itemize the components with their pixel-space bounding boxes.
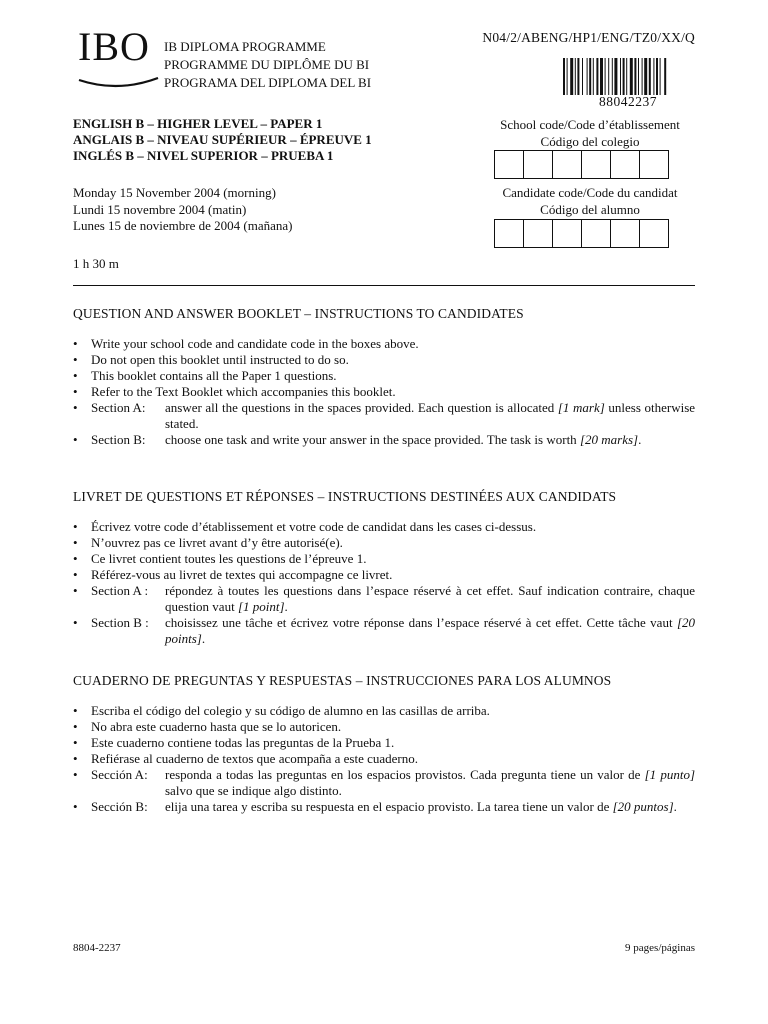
section-heading: QUESTION AND ANSWER BOOKLET – INSTRUCTIONS TO CANDIDATES [73, 306, 524, 321]
programme-name-en: IB DIPLOMA PROGRAMME [164, 39, 326, 54]
bullet-icon: • [73, 751, 78, 766]
bullet-icon: • [73, 615, 78, 630]
bullet-icon: • [73, 551, 78, 566]
school-code-boxes[interactable] [494, 150, 669, 179]
bullet-icon: • [73, 703, 78, 718]
list-item: • Este cuaderno contiene todas las preguntas de la Prueba 1. [73, 735, 395, 750]
exam-date-en: Monday 15 November 2004 (morning) [73, 185, 276, 200]
list-item: • Escriba el código del colegio y su código de alumno en las casillas de arriba. [73, 703, 490, 718]
paper-code: N04/2/ABENG/HP1/ENG/TZ0/XX/Q [482, 30, 695, 45]
bullet-icon: • [73, 767, 78, 782]
school-code-box[interactable] [552, 150, 582, 179]
candidate-code-boxes[interactable] [494, 219, 669, 248]
instructions-spanish [73, 673, 695, 815]
list-item: • N’ouvrez pas ce livret avant d’y être autorisé(e). [73, 535, 343, 550]
list-item: • Écrivez votre code d’établissement et votre code de candidat dans les cases ci-dessus. [73, 519, 537, 534]
exam-date-fr: Lundi 15 novembre 2004 (matin) [73, 201, 247, 217]
list-item-section-a: • Sección A: responda a todas las preguntas en los espacios provistos. Cada pregunta tiene un valor de [1 punto] salvo que se indique algo distinto. [73, 767, 695, 798]
exam-dates [73, 185, 292, 235]
exam-date-es: Lunes 15 de noviembre de 2004 (mañana) [73, 218, 293, 233]
bullet-icon: • [73, 519, 78, 534]
bullet-icon: • [73, 567, 78, 582]
school-code-label-line1: School code/Code d’établissement [500, 117, 680, 132]
candidate-code-box[interactable] [494, 219, 524, 248]
exam-title-fr: ANGLAIS B – NIVEAU SUPÉRIEUR – ÉPREUVE 1 [73, 132, 372, 147]
programme-name-es: PROGRAMA DEL DIPLOMA DEL BI [164, 75, 372, 90]
list-item: • No abra este cuaderno hasta que se lo autoricen. [73, 719, 342, 734]
exam-title-en: ENGLISH B – HIGHER LEVEL – PAPER 1 [73, 116, 323, 131]
barcode-number: 88042237 [599, 94, 657, 109]
school-code-box[interactable] [610, 150, 640, 179]
list-item: • Refer to the Text Booklet which accompanies this booklet. [73, 384, 396, 399]
list-item: • This booklet contains all the Paper 1 questions. [73, 368, 337, 383]
school-code-label [470, 117, 710, 150]
list-item: • Ce livret contient toutes les questions de l’épreuve 1. [73, 551, 367, 566]
instruction-list [73, 519, 695, 647]
footer-document-code: 8804-2237 [73, 942, 121, 954]
ibo-logo [78, 24, 158, 93]
bullet-icon: • [73, 583, 78, 598]
school-code-box[interactable] [494, 150, 524, 179]
list-item: • Write your school code and candidate code in the boxes above. [73, 336, 419, 351]
ibo-logo-swoosh-icon [78, 77, 160, 91]
candidate-code-box[interactable] [610, 219, 640, 248]
bullet-icon: • [73, 352, 78, 367]
list-item: • Do not open this booklet until instructed to do so. [73, 352, 349, 367]
section-heading: LIVRET DE QUESTIONS ET RÉPONSES – INSTRUCTIONS DESTINÉES AUX CANDIDATS [73, 489, 617, 504]
candidate-code-label-line1: Candidate code/Code du candidat [502, 185, 678, 200]
candidate-code-label [470, 185, 710, 218]
list-item: • Référez-vous au livret de textes qui accompagne ce livret. [73, 567, 393, 582]
school-code-box[interactable] [581, 150, 611, 179]
programme-names [164, 38, 371, 92]
school-code-box[interactable] [639, 150, 669, 179]
instructions-english [73, 306, 695, 448]
ibo-logo-text: IBO [78, 24, 150, 69]
candidate-code-box[interactable] [639, 219, 669, 248]
barcode [563, 58, 693, 95]
exam-titles [73, 116, 372, 164]
bullet-icon: • [73, 368, 78, 383]
school-code-box[interactable] [523, 150, 553, 179]
bullet-icon: • [73, 735, 78, 750]
list-item-section-a: • Section A: answer all the questions in the spaces provided. Each question is allocated [1 mark] unless otherwise stated. [73, 400, 696, 431]
list-item-section-a: • Section A : répondez à toutes les questions dans l’espace réservé à cet effet. Sauf indication contraire, chaque question vaut [1 point]. [73, 583, 695, 614]
bullet-icon: • [73, 799, 78, 814]
list-item-section-b: • Section B : choisissez une tâche et écrivez votre réponse dans l’espace réservé à cet effet. Cette tâche vaut [20 points]. [73, 615, 696, 646]
programme-name-fr: PROGRAMME DU DIPLÔME DU BI [164, 57, 370, 72]
bullet-icon: • [73, 336, 78, 351]
list-item: • Refiérase al cuaderno de textos que acompaña a este cuaderno. [73, 751, 419, 766]
candidate-code-box[interactable] [523, 219, 553, 248]
exam-title-es: INGLÉS B – NIVEL SUPERIOR – PRUEBA 1 [73, 148, 334, 163]
section-heading: CUADERNO DE PREGUNTAS Y RESPUESTAS – INSTRUCCIONES PARA LOS ALUMNOS [73, 673, 612, 688]
candidate-code-label-line2: Código del alumno [540, 201, 640, 217]
list-item-section-b: • Section B: choose one task and write your answer in the space provided. The task is worth [20 marks]. [73, 432, 642, 447]
bullet-icon: • [73, 384, 78, 399]
instruction-list [73, 703, 695, 815]
bullet-icon: • [73, 535, 78, 550]
school-code-label-line2: Código del colegio [540, 133, 640, 149]
instructions-french [73, 489, 695, 647]
bullet-icon: • [73, 400, 78, 415]
bullet-icon: • [73, 432, 78, 447]
exam-duration: 1 h 30 m [73, 256, 119, 271]
footer-page-count: 9 pages/páginas [625, 942, 695, 954]
instruction-list [73, 336, 695, 448]
candidate-code-box[interactable] [581, 219, 611, 248]
header-divider [73, 285, 695, 286]
bullet-icon: • [73, 719, 78, 734]
candidate-code-box[interactable] [552, 219, 582, 248]
list-item-section-b: • Sección B: elija una tarea y escriba su respuesta en el espacio provisto. La tarea tiene un valor de [20 puntos]. [73, 799, 677, 814]
